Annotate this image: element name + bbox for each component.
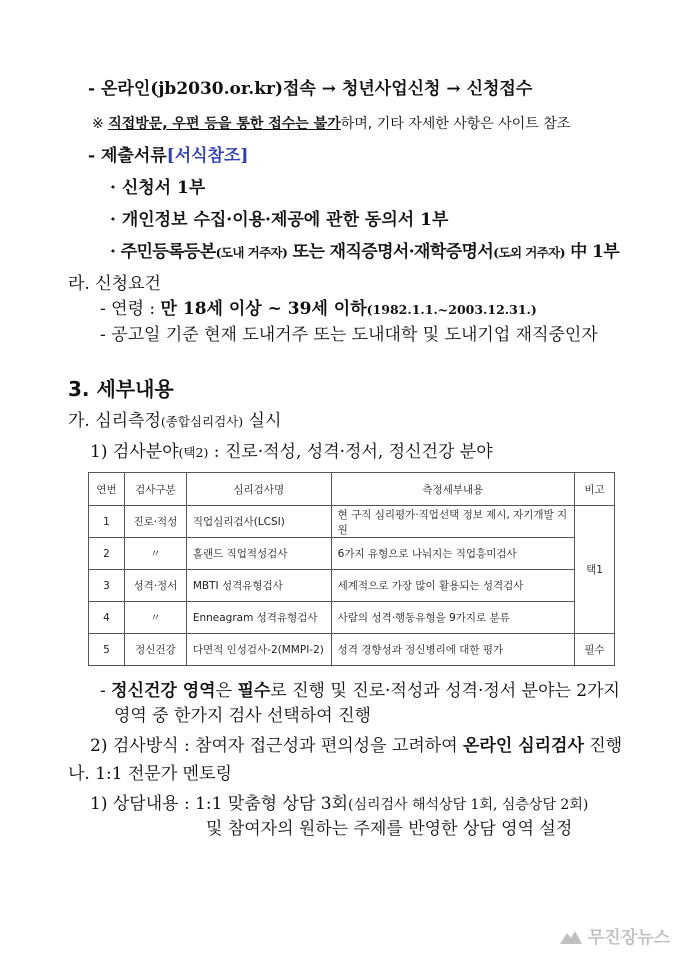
row-number: 4: [89, 602, 125, 634]
item1-label: 1) 검사분야: [90, 442, 179, 462]
table-row: [89, 506, 615, 538]
row-detail: 성격 경향성과 정신병리에 대한 평가: [331, 634, 574, 666]
doc-part: 中 1부: [564, 242, 620, 262]
row-test-name: 홀랜드 직업적성검사: [186, 538, 331, 570]
m1-paren: (심리검사 해석상담 1회, 심층상담 2회): [348, 797, 589, 813]
age-dates: (1982.1.1.~2003.12.31.): [366, 302, 537, 317]
column-header: 측정세부내용: [331, 473, 574, 506]
row-note-required: 필수: [575, 634, 615, 666]
mountain-logo-icon: [560, 928, 582, 944]
watermark: [560, 923, 670, 948]
age-requirement: [100, 298, 537, 321]
row-number: 1: [89, 506, 125, 538]
row-category: 정신건강: [124, 634, 186, 666]
note-emphasis: 직접방문, 우편 등을 통한 접수는 불가: [108, 116, 341, 132]
counseling-content-cont: 및 참여자의 원하는 주제를 반영한 상담 영역 설정: [206, 819, 573, 839]
row-number: 3: [89, 570, 125, 602]
row-category: 성격·정서: [124, 570, 186, 602]
row-test-name: 다면적 인성검사-2(MMPI-2): [186, 634, 331, 666]
test-table: [88, 472, 615, 666]
note-dash: -: [100, 681, 112, 701]
subsection-na: 나. 1:1 전문가 멘토링: [68, 764, 232, 784]
column-header: 연번: [89, 473, 125, 506]
item2-rest: 진행: [583, 736, 623, 756]
row-number: 2: [89, 538, 125, 570]
ga-rest: 실시: [243, 411, 282, 431]
table-row: [89, 602, 615, 634]
submission-note: [92, 113, 570, 135]
note-rest: 하며, 기타 자세한 사항은 사이트 참조: [340, 116, 571, 132]
note-emphasis: 정신건강 영역: [111, 681, 216, 701]
row-test-name: 직업심리검사(LCSI): [186, 506, 331, 538]
document-item: [110, 241, 619, 264]
item1-rest: : 진로·적성, 성격·정서, 정신건강 분야: [208, 442, 493, 462]
table-row: [89, 570, 615, 602]
documents-heading: [88, 145, 248, 167]
row-category: 진로·적성: [124, 506, 186, 538]
test-field-line: [90, 441, 493, 464]
section-heading: 3. 세부내용: [68, 377, 174, 401]
row-note-choice: 택1: [575, 506, 615, 634]
item1-paren: (택2): [178, 445, 209, 460]
m1-label: 1) 상담내용 : 1:1 맞춤형 상담 3회: [90, 794, 348, 814]
online-application-line: [88, 78, 532, 100]
column-header: 심리검사명: [186, 473, 331, 506]
online-step-end: 신청접수: [466, 79, 533, 99]
arrow-icon: →: [446, 79, 461, 99]
document-item: · 개인정보 수집·이용·제공에 관한 동의서 1부: [110, 210, 449, 230]
documents-label: - 제출서류: [88, 146, 167, 166]
column-header: 검사구분: [124, 473, 186, 506]
row-category: 〃: [124, 538, 186, 570]
requirements-title: 라. 신청요건: [68, 274, 161, 294]
note-text: 은: [215, 681, 238, 701]
counseling-content-line: [90, 793, 588, 816]
doc-part: · 주민등록등본: [110, 242, 216, 262]
table-header-row: [89, 473, 615, 506]
row-detail: 6가지 유형으로 나눠지는 직업흥미검사: [331, 538, 574, 570]
row-test-name: Enneagram 성격유형검사: [186, 602, 331, 634]
online-prefix: - 온라인(jb2030.or.kr)접속: [88, 79, 316, 99]
note-text: 로 진행 및 진로·적성과 성격·정서 분야는 2가지: [270, 681, 620, 701]
row-test-name: MBTI 성격유형검사: [186, 570, 331, 602]
table-row: [89, 634, 615, 666]
doc-part: 또는 재직증명서·재학증명서: [287, 242, 494, 262]
column-header: 비고: [575, 473, 615, 506]
age-label: - 연령 :: [100, 299, 161, 319]
ga-paren: (종합심리검사): [160, 414, 244, 429]
document-item: · 신청서 1부: [110, 178, 206, 198]
row-detail: 세계적으로 가장 많이 활용되는 성격검사: [331, 570, 574, 602]
arrow-icon: →: [321, 79, 337, 99]
doc-part: (도내 거주자): [215, 245, 288, 260]
note-mark: ※: [92, 116, 104, 132]
watermark-text: 무진장뉴스: [587, 928, 670, 948]
mental-health-note-cont: 영역 중 한가지 검사 선택하여 진행: [114, 706, 371, 726]
age-range: 만 18세 이상 ~ 39세 이하: [160, 299, 367, 319]
item2-emphasis: 온라인 심리검사: [463, 736, 584, 756]
row-detail: 현 구직 심리평가·직업선택 정보 제시, 자기개발 지원: [331, 506, 574, 538]
form-reference: [서식참조]: [166, 146, 249, 166]
ga-label: 가. 심리측정: [68, 411, 161, 431]
row-category: 〃: [124, 602, 186, 634]
mental-health-note: [100, 680, 620, 702]
test-method-line: [90, 735, 622, 757]
residence-requirement: - 공고일 기준 현재 도내거주 또는 도내대학 및 도내기업 재직중인자: [100, 325, 598, 345]
row-detail: 사람의 성격·행동유형을 9가지로 분류: [331, 602, 574, 634]
doc-part: (도외 거주자): [493, 245, 565, 260]
online-step: 청년사업신청: [341, 79, 441, 99]
note-emphasis: 필수: [237, 681, 271, 701]
item2-label: 2) 검사방식 : 참여자 접근성과 편의성을 고려하여: [90, 736, 464, 756]
row-number: 5: [89, 634, 125, 666]
table-row: [89, 538, 615, 570]
subsection-ga: [68, 410, 281, 433]
